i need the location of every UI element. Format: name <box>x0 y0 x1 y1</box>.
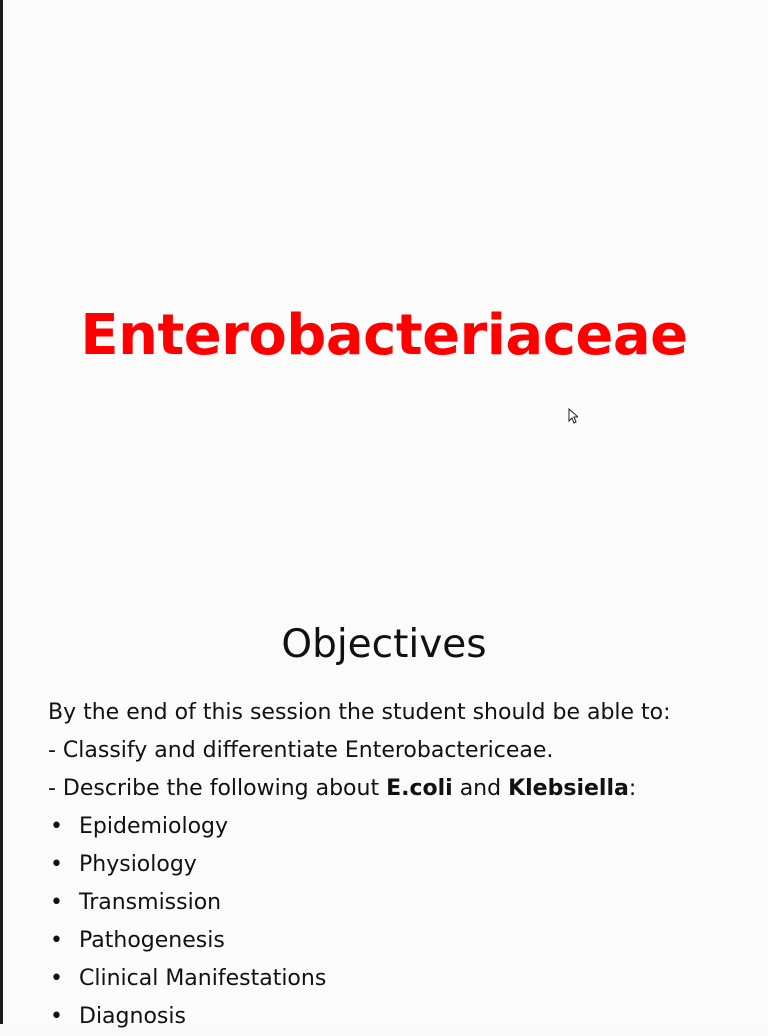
objectives-list <box>48 808 326 1036</box>
list-item <box>48 846 326 884</box>
bullet-icon: • <box>50 852 63 877</box>
list-item <box>48 998 326 1036</box>
bullet-icon: • <box>50 928 63 953</box>
list-item-label: Pathogenesis <box>79 928 225 953</box>
list-item-label: Epidemiology <box>79 814 229 839</box>
bullet-icon: • <box>50 966 63 991</box>
organism-ecoli: E.coli <box>386 776 453 801</box>
objectives-heading: Objectives <box>281 622 487 667</box>
list-item-label: Clinical Manifestations <box>79 966 327 991</box>
bullet-icon: • <box>50 890 63 915</box>
describe-joiner: and <box>452 776 509 801</box>
describe-prefix: - Describe the following about <box>48 776 387 801</box>
describe-line <box>48 770 671 808</box>
title-slide <box>3 0 768 590</box>
bullet-icon: • <box>50 814 63 839</box>
list-item <box>48 884 326 922</box>
intro-line: By the end of this session the student should be able to: <box>48 700 671 725</box>
list-item <box>48 808 326 846</box>
slide-title: Enterobacteriaceae <box>80 303 688 368</box>
bullet-icon: • <box>50 1004 63 1029</box>
mouse-pointer-icon <box>568 408 578 424</box>
list-item-label: Transmission <box>79 890 222 915</box>
objectives-intro <box>48 694 671 808</box>
list-item-label: Physiology <box>79 852 197 877</box>
list-item-label: Diagnosis <box>79 1004 186 1029</box>
list-item <box>48 922 326 960</box>
organism-klebsiella: Klebsiella <box>508 776 629 801</box>
list-item <box>48 960 326 998</box>
describe-suffix: : <box>628 776 637 801</box>
intro-line: - Classify and differentiate Enterobactericeae. <box>48 738 554 763</box>
